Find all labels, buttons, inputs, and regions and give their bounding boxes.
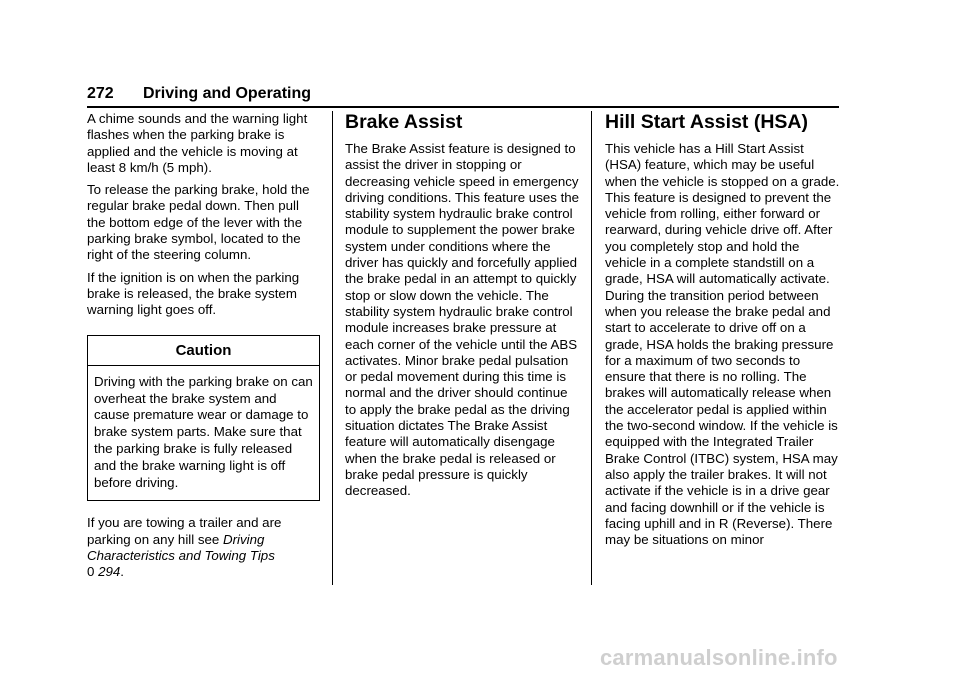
paragraph-towing (87, 515, 320, 580)
paragraph-release: To release the parking brake, hold the regular brake pedal down. Then pull the bottom edge of the lever with the parking brake symbol, located to the right of the steering column. (87, 182, 310, 263)
towing-link[interactable]: Driving Characteristics and Towing Tips (87, 531, 275, 564)
column-1 (87, 111, 320, 587)
towing-text: If you are towing a trailer and are parking on any hill see (87, 515, 282, 547)
page-ref-number[interactable]: 294 (98, 564, 121, 580)
caution-box (87, 335, 320, 502)
page-ref-icon: 0 (87, 564, 95, 580)
caution-title: Caution (88, 336, 319, 366)
hsa-heading: Hill Start Assist (HSA) (605, 111, 808, 133)
hsa-body: This vehicle has a Hill Start Assist (HSA) feature, which may be useful when the vehicle is stopped on a grade. This feature is designed to prevent the vehicle from rolling, either forward or rearward, during vehicle drive off. After you completely stop and hold the vehicle in a complete standstill on a grade, HSA will automatically activate. During the transition period between when you release the brake pedal and start to accelerate to drive off on a grade, HSA holds the braking pressure for a maximum of two seconds to ensure that there is no rolling. The brakes will automatically release when the accelerator pedal is applied within the two-second window. If the vehicle is equipped with the Integrated Trailer Brake Control (ITBC) system, HSA may also apply the trailer brakes. It will not activate if the vehicle is in a drive gear and facing downhill or if the vehicle is facing uphill and in R (Reverse). There may be situations on minor (605, 141, 840, 548)
column-2 (345, 111, 580, 506)
brake-assist-body: The Brake Assist feature is designed to assist the driver in stopping or decreasing vehicle speed in emergency driving conditions. This feature uses the stability system hydraulic brake control module to supplement the power brake system under conditions where the driver has quickly and forcefully applied the brake pedal in an attempt to quickly stop or slow down the vehicle. The stability system hydraulic brake control module increases brake pressure at each corner of the vehicle until the ABS activates. Minor brake pedal pulsation or pedal movement during this time is normal and the driver should continue to apply the brake pedal as the driving situation dictates The Brake Assist feature will automatically disengage when the brake pedal is released or brake pedal pressure is quickly decreased. (345, 141, 580, 499)
brake-assist-heading: Brake Assist (345, 111, 463, 133)
section-title: Driving and Operating (143, 85, 312, 102)
paragraph-ignition: If the ignition is on when the parking brake is released, the brake system warning light goes off. (87, 269, 300, 318)
column-divider-1 (332, 111, 333, 585)
towing-end: . (120, 564, 124, 580)
caution-body: Driving with the parking brake on can overheat the brake system and cause premature wear or damage to brake system parts. Make sure that the parking brake is fully released and the brake warning light is off before driving. (94, 373, 313, 490)
header-rule (87, 106, 839, 108)
page-number: 272 (87, 85, 114, 102)
paragraph-chime: A chime sounds and the warning light flashes when the parking brake is applied and the vehicle is moving at least 8 km/h (5 mph). (87, 111, 308, 175)
column-divider-2 (591, 111, 592, 585)
page-header (87, 85, 311, 103)
column-3 (605, 111, 841, 554)
watermark: carmanualsonline.info (600, 645, 838, 670)
